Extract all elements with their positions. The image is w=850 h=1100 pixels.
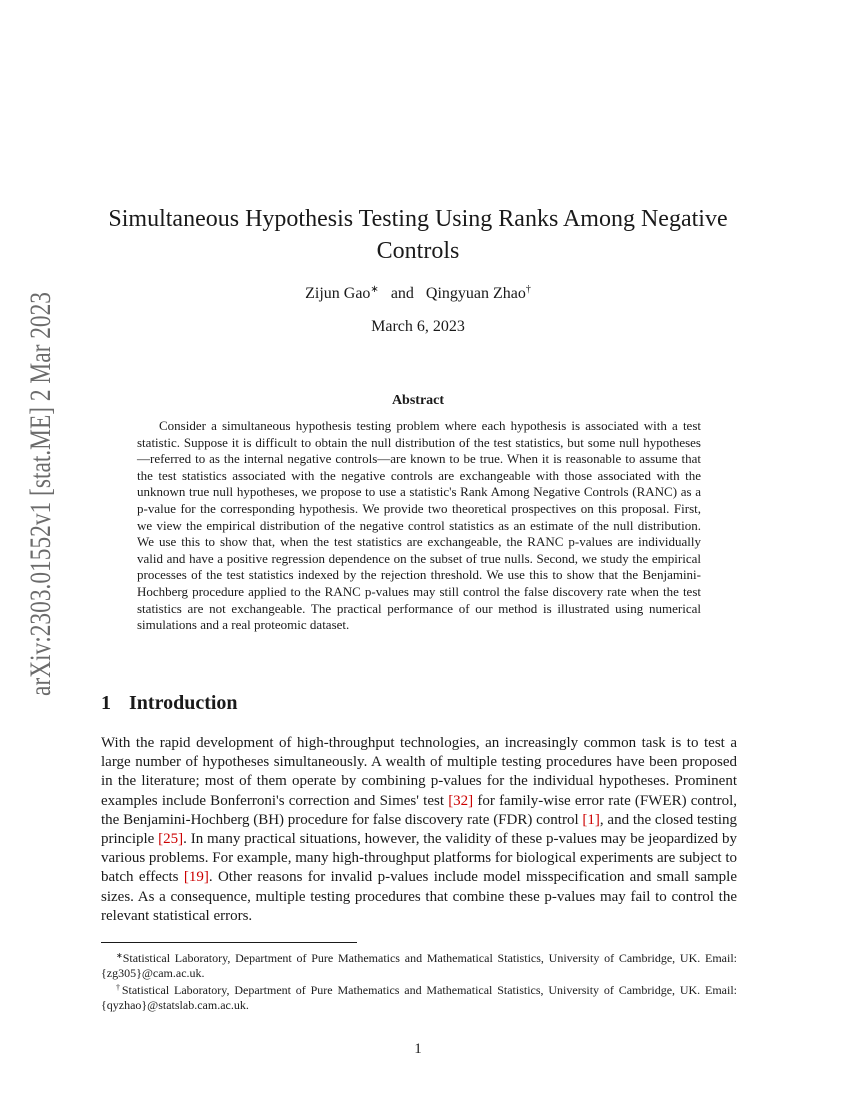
citation-link[interactable]: [19] xyxy=(183,869,209,886)
intro-text: . In many practical situations, however, the validity of these p-values may be jeopardized by various problems. For example, many high-throughput platforms for biological experiments are subject to batch effects xyxy=(101,831,737,886)
section-heading xyxy=(101,692,238,715)
citation-link[interactable]: [25] xyxy=(158,831,184,848)
arxiv-identifier: arXiv:2303.01552v1 [stat.ME] 2 Mar 2023 xyxy=(24,290,57,696)
citation-link[interactable]: [1] xyxy=(582,811,600,828)
footnote-divider xyxy=(101,942,357,943)
page-number: 1 xyxy=(414,1041,422,1057)
paper-date: March 6, 2023 xyxy=(371,318,465,335)
author-line xyxy=(100,284,736,303)
author-conjunction: and xyxy=(390,285,414,302)
intro-text: , and the closed testing principle xyxy=(101,811,737,848)
footnote-text: Statistical Laboratory, Department of Pure Mathematics and Mathematical Statistics, University of Cambridge, UK. Email: {qyzhao}@statslab.cam.ac.uk. xyxy=(101,983,737,1012)
section-title: Introduction xyxy=(129,692,238,714)
intro-text: With the rapid development of high-throughput technologies, an increasingly common task is to test a large number of hypotheses simultaneously. A wealth of multiple testing procedures have been proposed in the literature; most of them operate by combining p-values for the individual hypotheses. Prominent examples include Bonferroni's correction and Simes' test xyxy=(101,735,737,809)
footnote-mark[interactable]: ∗ xyxy=(370,284,379,295)
section-number: 1 xyxy=(101,692,111,714)
author-name: Zijun Gao xyxy=(305,285,371,302)
arxiv-sidebar-stamp xyxy=(2,290,70,700)
footnote-mark: † xyxy=(116,983,122,992)
citation-link[interactable]: [32] xyxy=(448,792,474,809)
footnote xyxy=(101,980,737,1013)
abstract-text: Consider a simultaneous hypothesis testing problem where each hypothesis is associated with a test statistic. Suppose it is difficult to obtain the null distribution of the test statistics, but some null hypotheses—referred to as the internal negative controls—are known to be true. When it is reasonable to assume that the test statistics associated with the negative controls are exchangeable with those associated with the unknown true null hypotheses, we propose to use a statistic's Rank Among Negative Controls (RANC) as a p-value for the corresponding hypothesis. We provide two theoretical prospectives on this proposal. First, we view the empirical distribution of the negative control statistics as an estimate of the null distribution. We use this to show that, when the test statistics are exchangeable, the RANC p-values are individually valid and have a positive regression dependence on the subset of true nulls. Second, we study the empirical processes of the test statistics indexed by the rejection threshold. We use this to show that the Benjamini-Hochberg procedure applied to the RANC p-values may still control the false discovery rate when the test statistics are not exchangeable. The practical performance of our method is illustrated using numerical simulations and a real proteomic dataset. xyxy=(137,418,701,633)
footnote-mark: ∗ xyxy=(116,951,123,960)
footnote-mark[interactable]: † xyxy=(525,284,531,295)
intro-paragraph xyxy=(101,734,737,926)
footnote-text: Statistical Laboratory, Department of Pure Mathematics and Mathematical Statistics, University of Cambridge, UK. Email: {zg305}@cam.ac.uk. xyxy=(101,951,737,980)
intro-text: . Other reasons for invalid p-values include model misspecification and small sample sizes. As a consequence, multiple testing procedures that combine these p-values may fail to control the relevant statistical errors. xyxy=(101,869,737,924)
intro-text: for family-wise error rate (FWER) control, the Benjamini-Hochberg (BH) procedure for false discovery rate (FDR) control xyxy=(101,792,738,828)
arxiv-sidebar-svg xyxy=(2,290,70,700)
author-name: Qingyuan Zhao xyxy=(425,285,526,302)
abstract-heading: Abstract xyxy=(391,393,445,408)
paper-title: Simultaneous Hypothesis Testing Using Ranks Among Negative Controls xyxy=(108,206,728,264)
footnote xyxy=(101,948,737,981)
